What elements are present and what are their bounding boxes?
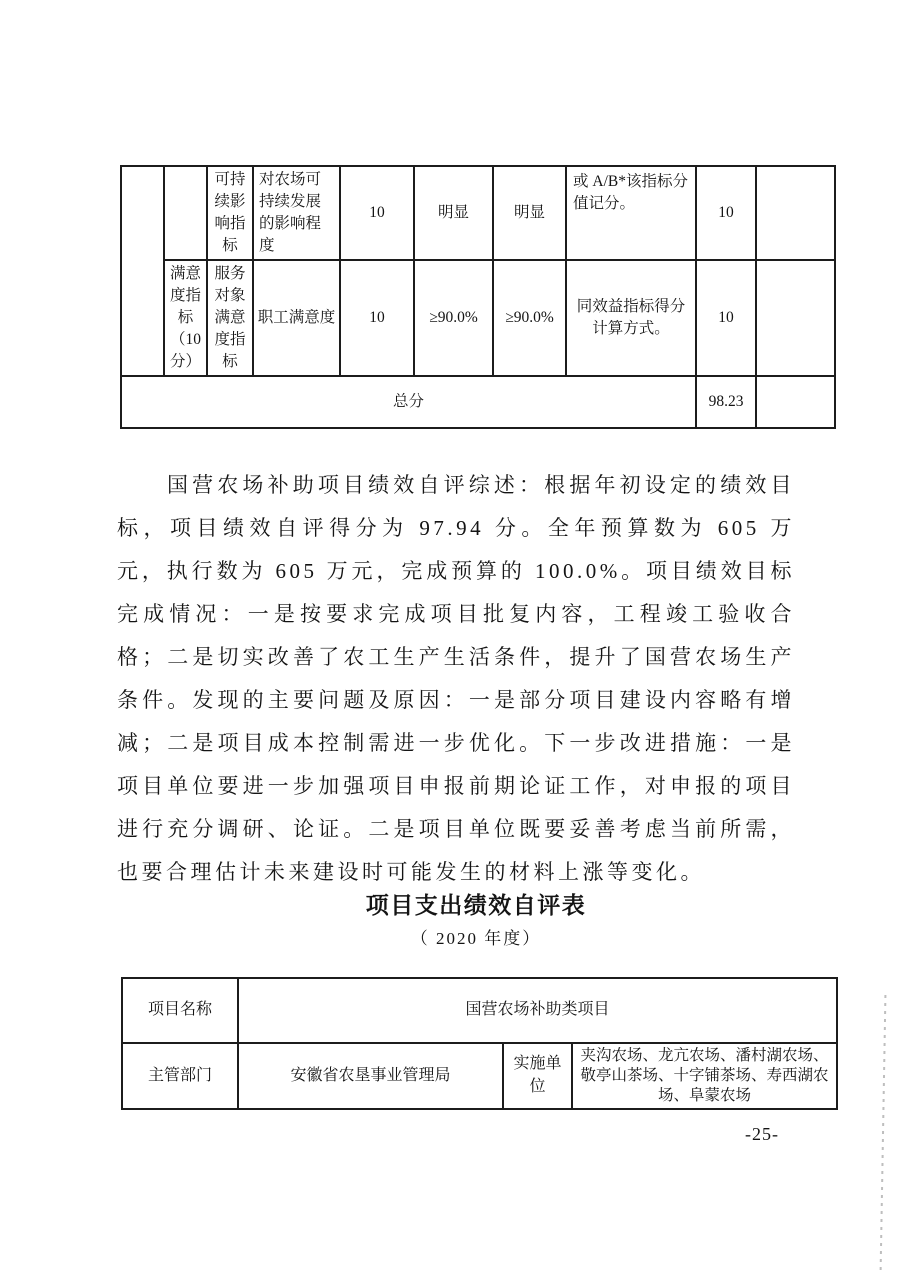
table-row	[122, 1043, 837, 1109]
satisfaction-category-cell: 满意度指标（10分）	[164, 260, 207, 376]
satisfaction-indicator-name-cell: 职工满意度	[253, 260, 340, 376]
total-score-cell: 98.23	[696, 376, 756, 428]
sustain-subindicator-cell: 可持续影响指标	[207, 166, 253, 260]
dept-label-cell: 主管部门	[122, 1043, 238, 1109]
table-row	[121, 376, 835, 428]
sustain-score-cell: 10	[696, 166, 756, 260]
table-row	[121, 260, 835, 376]
project-name-value-cell: 国营农场补助类项目	[238, 978, 837, 1043]
satisfaction-actual-cell: ≥90.0%	[493, 260, 566, 376]
satisfaction-remark-cell	[756, 260, 835, 376]
table-row	[121, 166, 835, 260]
sustain-weight-cell: 10	[340, 166, 414, 260]
category-spacer-cell	[121, 166, 164, 376]
scan-artifact	[880, 995, 887, 1273]
impl-unit-value-cell: 夹沟农场、龙亢农场、潘村湖农场、敬亭山茶场、十字铺茶场、寿西湖农场、阜蒙农场	[572, 1043, 837, 1109]
dept-value-cell: 安徽省农垦事业管理局	[238, 1043, 503, 1109]
project-info-table	[121, 977, 838, 1110]
satisfaction-score-cell: 10	[696, 260, 756, 376]
sustain-category-cell	[164, 166, 207, 260]
satisfaction-note-cell: 同效益指标得分计算方式。	[566, 260, 696, 376]
performance-indicator-table	[120, 165, 836, 429]
total-label-cell: 总分	[121, 376, 696, 428]
total-remark-cell	[756, 376, 835, 428]
sustain-note-cell: 或 A/B*该指标分值记分。	[566, 166, 696, 260]
sustain-remark-cell	[756, 166, 835, 260]
satisfaction-subindicator-cell: 服务对象满意度指标	[207, 260, 253, 376]
sustain-target-cell: 明显	[414, 166, 493, 260]
section-subtitle: （ 2020 年度）	[410, 929, 542, 948]
page-number: -25-	[745, 1124, 779, 1144]
table-row	[122, 978, 837, 1043]
impl-unit-label-cell: 实施单位	[503, 1043, 572, 1109]
self-evaluation-summary: 国营农场补助项目绩效自评综述：根据年初设定的绩效目标，项目绩效自评得分为 97.94 分。全年预算数为 605 万元，执行数为 605 万元，完成预算的 100.0%。项目绩效目标完成情况：一是按要求完成项目批复内容，工程竣工验收合格；二是切实改善了农工生产生活条件，提升了国营农场生产条件。发现的主要问题及原因：一是部分项目建设内容略有增减；二是项目成本控制需进一步优化。下一步改进措施：一是项目单位要进一步加强项目申报前期论证工作，对申报的项目进行充分调研、论证。二是项目单位既要妥善考虑当前所需，也要合理估计未来建设时可能发生的材料上涨等变化。	[117, 473, 795, 884]
project-name-label-cell: 项目名称	[122, 978, 238, 1043]
sustain-actual-cell: 明显	[493, 166, 566, 260]
satisfaction-target-cell: ≥90.0%	[414, 260, 493, 376]
section-title: 项目支出绩效自评表	[365, 892, 587, 918]
sustain-indicator-name-cell: 对农场可持续发展的影响程度	[253, 166, 340, 260]
satisfaction-weight-cell: 10	[340, 260, 414, 376]
